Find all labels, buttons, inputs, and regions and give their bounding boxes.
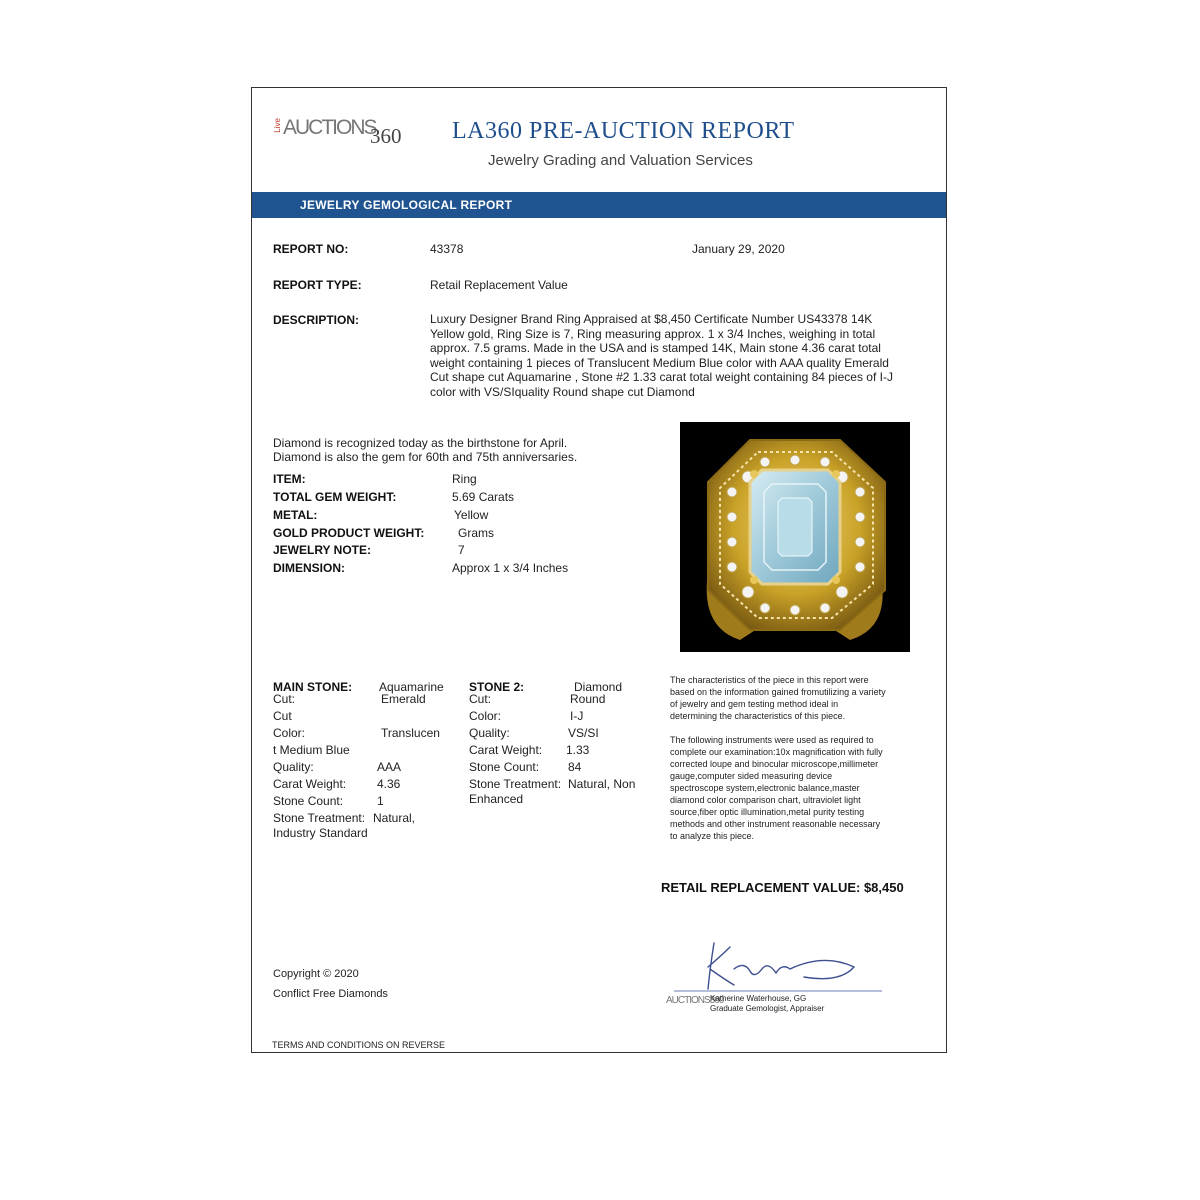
copyright-text: Copyright © 2020 xyxy=(273,968,359,980)
gold-weight-value: Grams xyxy=(458,526,494,540)
stone2-quality-label: Quality: xyxy=(469,726,510,740)
main-cut-value: Emerald xyxy=(381,692,426,706)
auctions360-logo xyxy=(274,116,404,148)
stone2-cut-label: Cut: xyxy=(469,692,492,706)
main-stone-name: Aquamarine xyxy=(379,680,444,694)
report-no-value: 43378 xyxy=(430,242,464,256)
ring-photo xyxy=(680,422,910,652)
logo-auctions-text: AUCTIONS xyxy=(283,116,376,139)
description-text xyxy=(430,312,900,400)
main-cut-label: Cut: xyxy=(273,692,296,706)
appraisal-report xyxy=(251,87,947,1053)
main-treatment-value: Natural, xyxy=(373,811,416,825)
main-carat-value: 4.36 xyxy=(377,777,401,791)
note-line: The following instruments were used as required to xyxy=(670,735,874,745)
main-cut-cont: Cut xyxy=(273,709,292,723)
note-line: based on the information gained fromutilizing a variety xyxy=(670,687,886,697)
main-color-cont: t Medium Blue xyxy=(273,743,350,757)
note-line: diamond color comparison chart, ultraviolet light xyxy=(670,795,861,805)
dimension-value: Approx 1 x 3/4 Inches xyxy=(452,561,569,575)
description-line: weight containing 1 pieces of Translucent Medium Blue color with AAA quality Emerald xyxy=(430,355,889,370)
note-line: determining the characteristics of this piece. xyxy=(670,711,846,721)
main-quality-value: AAA xyxy=(377,760,402,774)
note-line: complete our examination:10x magnification with fully xyxy=(670,747,883,757)
stone2-quality-value: VS/SI xyxy=(568,726,599,740)
instruments-note xyxy=(670,734,920,842)
stone2-treatment-value: Natural, Non xyxy=(568,777,636,791)
metal-value: Yellow xyxy=(454,508,489,522)
description-line: approx. 7.5 grams. Made in the USA and is stamped 14K, Main stone 4.36 carat total xyxy=(430,341,881,356)
note-line: The characteristics of the piece in this report were xyxy=(670,675,869,685)
ring-illustration xyxy=(680,422,910,652)
stone2-count-value: 84 xyxy=(568,760,582,774)
main-color-label: Color: xyxy=(273,726,306,740)
main-treatment-cont: Industry Standard xyxy=(273,826,368,840)
stone2-count-label: Stone Count: xyxy=(469,760,540,774)
description-line: Cut shape cut Aquamarine , Stone #2 1.33 carat total weight containing 84 pieces of I-J xyxy=(430,370,893,385)
metal-label: METAL: xyxy=(273,508,318,522)
stone2-carat-label: Carat Weight: xyxy=(469,743,543,757)
stone2-treatment-label: Stone Treatment: xyxy=(469,777,562,791)
stone2-cut-value: Round xyxy=(570,692,606,706)
terms-text: TERMS AND CONDITIONS ON REVERSE xyxy=(272,1040,446,1050)
appraiser-name: Katherine Waterhouse, GG xyxy=(710,994,807,1003)
report-title: LA360 PRE-AUCTION REPORT xyxy=(452,118,795,144)
logo-360-text: 360 xyxy=(370,124,402,148)
stone2-color-value: I-J xyxy=(570,709,584,723)
note-line: to analyze this piece. xyxy=(670,831,755,841)
appraiser-block xyxy=(710,994,824,1014)
stone2-treatment-cont: Enhanced xyxy=(469,792,524,806)
description-line: Luxury Designer Brand Ring Appraised at $8,450 Certificate Number US43378 14K xyxy=(430,312,873,326)
report-date: January 29, 2020 xyxy=(692,242,785,256)
section-band-title: JEWELRY GEMOLOGICAL REPORT xyxy=(300,198,513,212)
stone2-heading: STONE 2: xyxy=(469,680,525,694)
note-line: spectroscope system,electronic balance,master xyxy=(670,783,860,793)
logo-live-text: Live xyxy=(273,118,282,133)
description-label: DESCRIPTION: xyxy=(273,313,360,327)
main-carat-label: Carat Weight: xyxy=(273,777,347,791)
appraiser-title: Graduate Gemologist, Appraiser xyxy=(710,1004,825,1013)
report-type-label: REPORT TYPE: xyxy=(273,278,362,292)
main-treatment-label: Stone Treatment: xyxy=(273,811,366,825)
main-color-value: Translucen xyxy=(381,726,440,740)
birthstone-line: Diamond is recognized today as the birthstone for April. xyxy=(273,436,568,450)
retail-replacement-value: RETAIL REPLACEMENT VALUE: $8,450 xyxy=(661,880,904,895)
birthstone-line: Diamond is also the gem for 60th and 75th anniversaries. xyxy=(273,450,578,464)
note-line: of jewelry and gem testing method ideal in xyxy=(670,699,839,709)
stone2-name: Diamond xyxy=(574,680,623,694)
main-stone-heading: MAIN STONE: xyxy=(273,680,353,694)
report-type-value: Retail Replacement Value xyxy=(430,278,568,292)
report-subtitle: Jewelry Grading and Valuation Services xyxy=(488,152,753,169)
conflict-free-text: Conflict Free Diamonds xyxy=(273,988,388,1000)
dimension-label: DIMENSION: xyxy=(273,561,345,575)
total-gem-weight-label: TOTAL GEM WEIGHT: xyxy=(273,490,397,504)
signature-logo: AUCTIONS360 xyxy=(666,995,724,1006)
total-gem-weight-value: 5.69 Carats xyxy=(452,490,515,504)
note-line: methods and other instrument reasonable necessary xyxy=(670,819,881,829)
gold-weight-label: GOLD PRODUCT WEIGHT: xyxy=(273,526,425,540)
item-label: ITEM: xyxy=(273,472,306,486)
note-line: corrected loupe and binocular microscope,millimeter xyxy=(670,759,879,769)
description-line: color with VS/SIquality Round shape cut Diamond xyxy=(430,384,695,399)
item-value: Ring xyxy=(452,472,477,486)
main-quality-label: Quality: xyxy=(273,760,314,774)
stone2-color-label: Color: xyxy=(469,709,502,723)
description-line: Yellow gold, Ring Size is 7, Ring measuring approx. 1 x 3/4 Inches, weighing in total xyxy=(430,326,876,341)
note-line: source,fiber optic illumination,metal purity testing xyxy=(670,807,865,817)
main-count-label: Stone Count: xyxy=(273,794,344,808)
jewelry-note-value: 7 xyxy=(458,543,465,557)
characteristics-note xyxy=(670,674,920,722)
note-line: gauge,computer sided measuring device xyxy=(670,771,833,781)
report-no-label: REPORT NO: xyxy=(273,242,349,256)
main-count-value: 1 xyxy=(377,794,384,808)
section-band xyxy=(252,192,946,218)
jewelry-note-label: JEWELRY NOTE: xyxy=(273,543,372,557)
birthstone-note xyxy=(273,436,577,464)
stone2-carat-value: 1.33 xyxy=(566,743,590,757)
